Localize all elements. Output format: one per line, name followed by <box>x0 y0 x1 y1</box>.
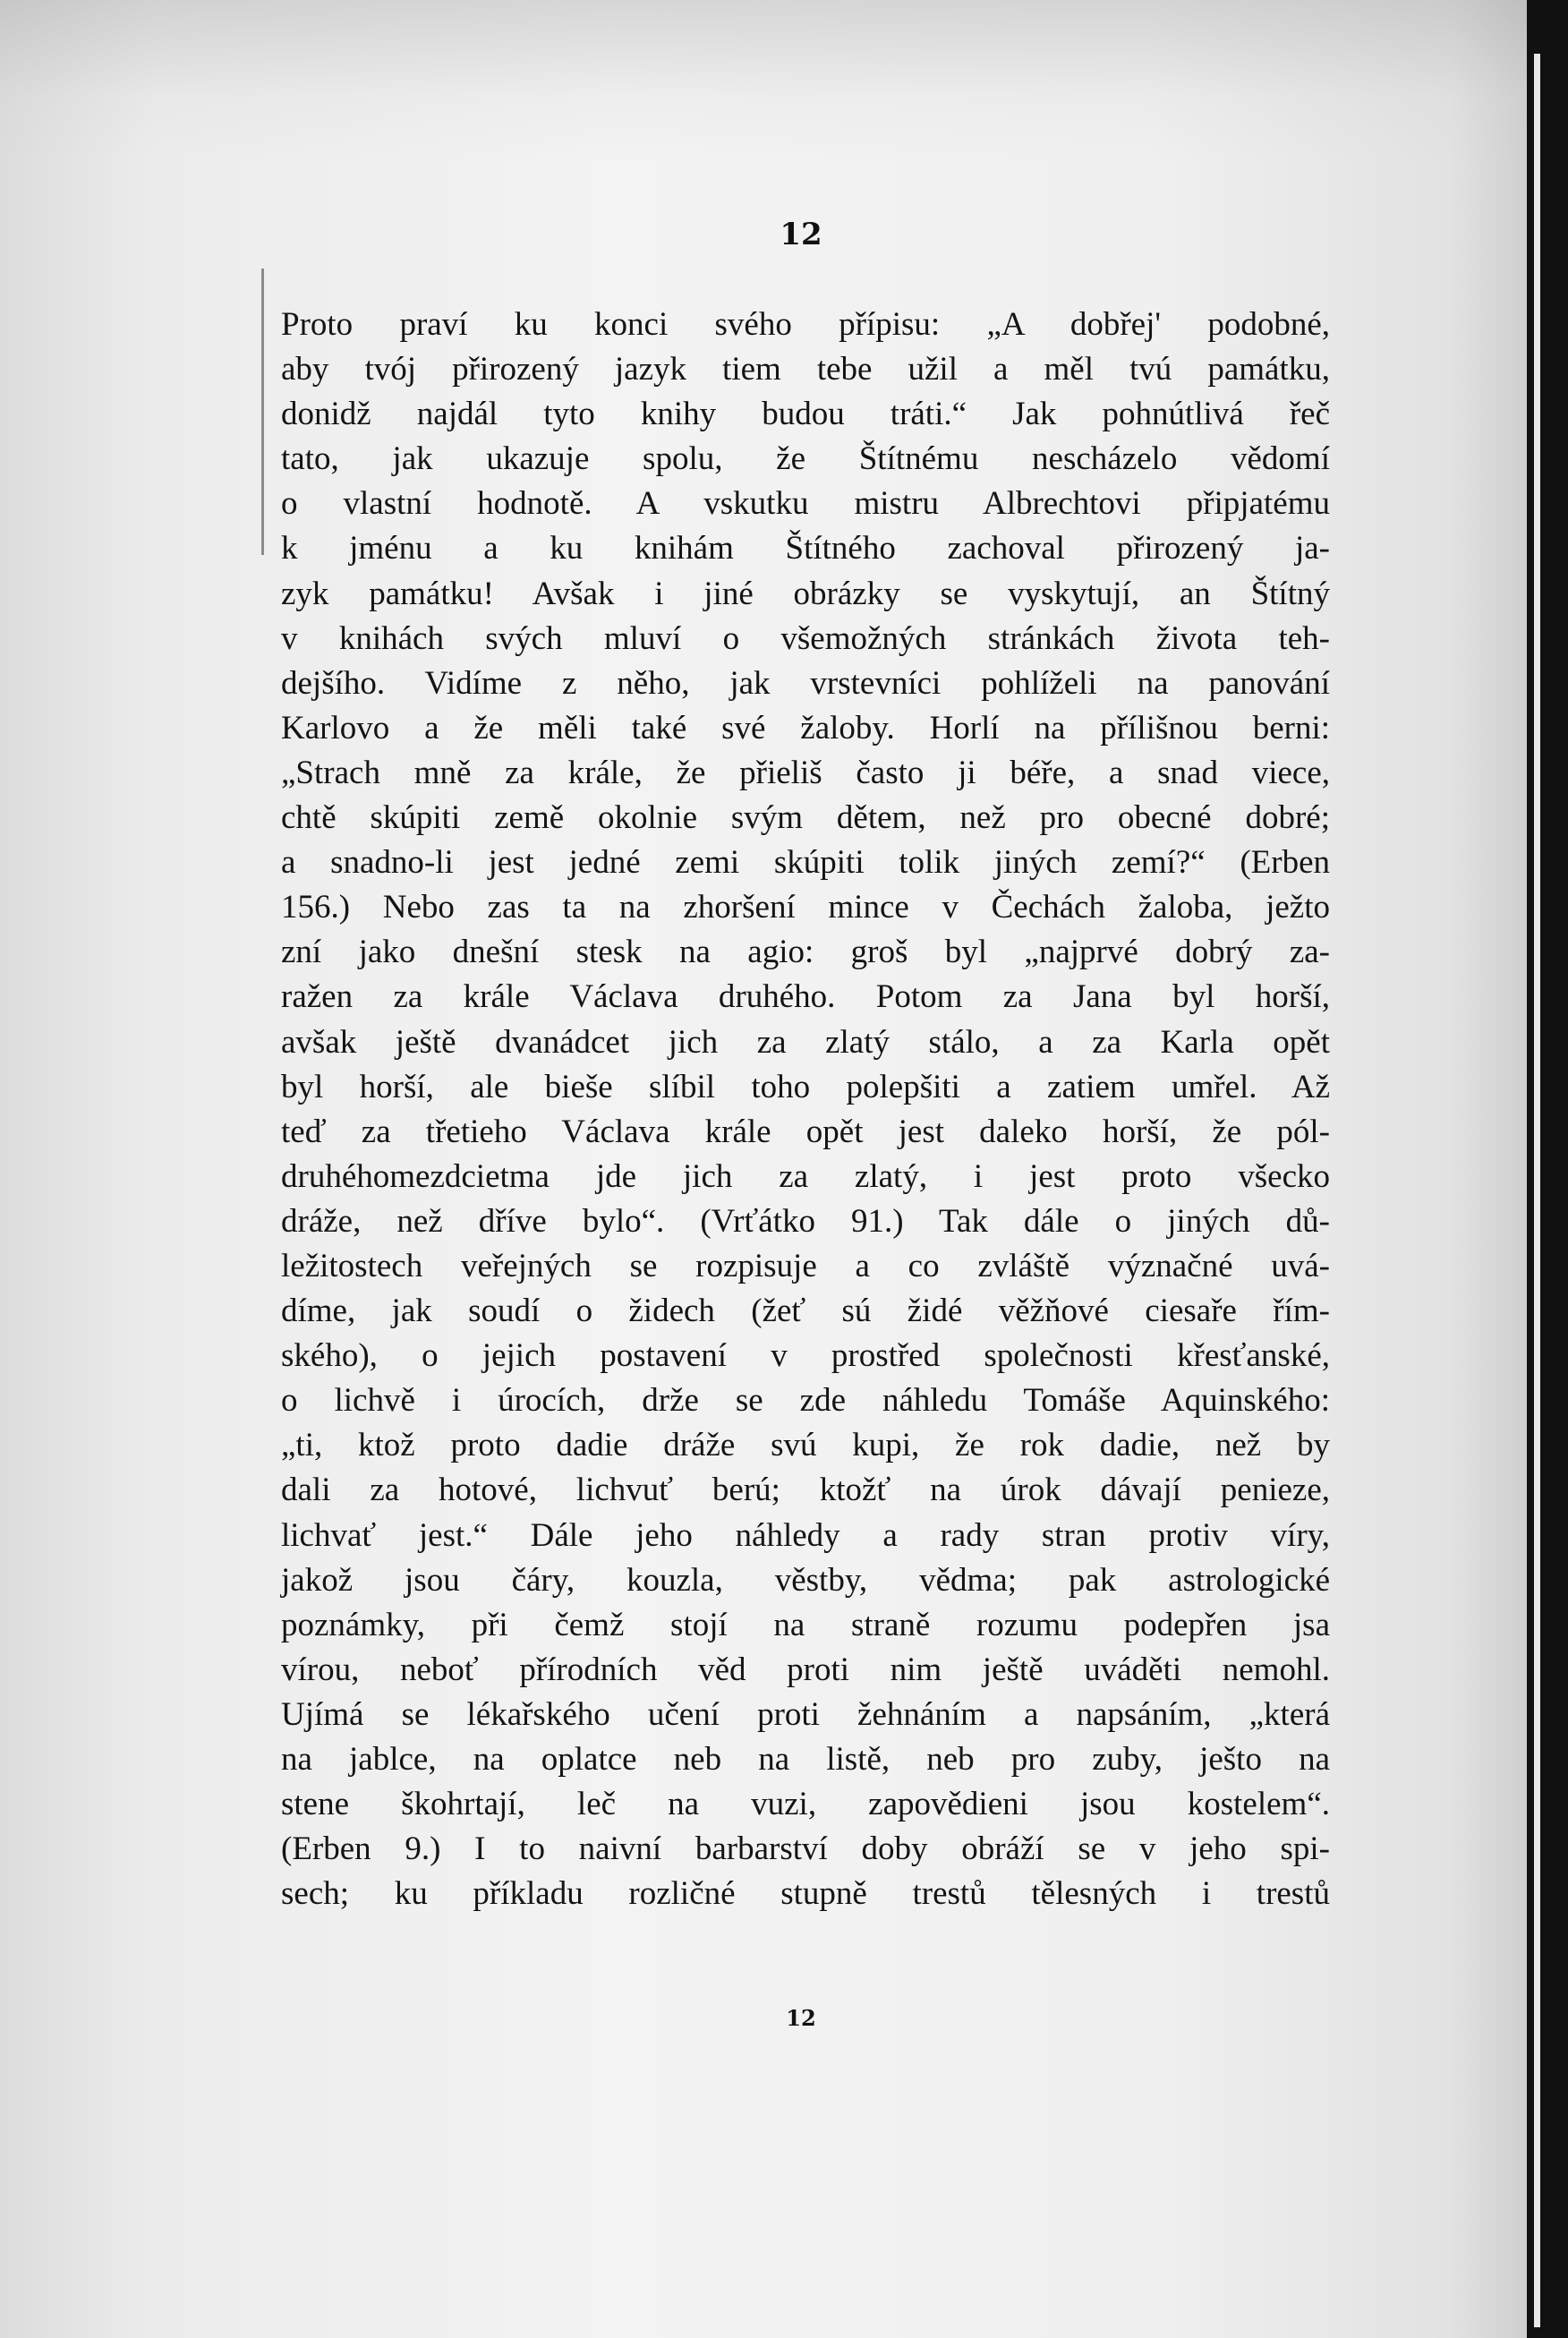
text-line: 156.) Nebo zas ta na zhoršení mince v Čechách žaloba, ježto <box>281 889 1330 926</box>
page-number-bottom: 12 <box>786 2005 816 2031</box>
text-line: dali za hotové, lichvuť berú; ktožť na úrok dávají penieze, <box>281 1472 1330 1509</box>
scan-border-strip <box>1534 54 1540 2327</box>
text-line: avšak ještě dvanádcet jich za zlatý stálo, a za Karla opět <box>281 1023 1330 1061</box>
text-line: zní jako dnešní stesk na agio: groš byl „najprvé dobrý za- <box>281 934 1330 971</box>
text-line: na jablce, na oplatce neb na listě, neb pro zuby, ješto na <box>281 1741 1330 1778</box>
text-line: donidž najdál tyto knihy budou tráti.“ Jak pohnútlivá řeč <box>281 396 1330 433</box>
text-line: poznámky, při čemž stojí na straně rozumu podepřen jsa <box>281 1606 1330 1643</box>
text-line: stene škohrtají, leč na vuzi, zapovědieni jsou kostelem“. <box>281 1786 1330 1823</box>
text-line: druhéhomezdcietma jde jich za zlatý, i jest proto všecko <box>281 1157 1330 1195</box>
scan-border <box>1527 0 1568 2338</box>
text-line: „ti, ktož proto dadie dráže svú kupi, že rok dadie, než by <box>281 1427 1330 1464</box>
text-line: dejšího. Vidíme z něho, jak vrstevníci pohlíželi na panování <box>281 664 1330 702</box>
text-line: k jménu a ku knihám Štítného zachoval přirozený ja- <box>281 530 1330 567</box>
text-line: „Strach mně za krále, že přieliš často ji béře, a snad viece, <box>281 754 1330 791</box>
text-line: o lichvě i úrocích, drže se zde náhledu Tomáše Aquinského: <box>281 1382 1330 1420</box>
margin-mark <box>261 269 264 555</box>
text-line: Karlovo a že měli také své žaloby. Horlí na přílišnou berni: <box>281 709 1330 747</box>
text-line: vírou, neboť přírodních věd proti nim ještě uváděti nemohl. <box>281 1651 1330 1688</box>
text-line: dráže, než dříve bylo“. (Vrťátko 91.) Tak dále o jiných dů- <box>281 1202 1330 1240</box>
text-line: ražen za krále Václava druhého. Potom za Jana byl horší, <box>281 978 1330 1016</box>
text-line: teď za třetieho Václava krále opět jest daleko horší, že pól- <box>281 1113 1330 1150</box>
text-line: Proto praví ku konci svého přípisu: „A dobřej' podobné, <box>281 306 1330 343</box>
text-line: díme, jak soudí o židech (žeť sú židé věžňové ciesaře řím- <box>281 1293 1330 1330</box>
text-line: jakož jsou čáry, kouzla, věstby, vědma; pak astrologické <box>281 1561 1330 1599</box>
text-line: o vlastní hodnotě. A vskutku mistru Albrechtovi připjatému <box>281 485 1330 523</box>
body-text <box>281 303 1330 1916</box>
text-line: lichvať jest.“ Dále jeho náhledy a rady stran protiv víry, <box>281 1516 1330 1554</box>
page-number-top: 12 <box>780 217 822 252</box>
text-line: byl horší, ale bieše slíbil toho polepšiti a zatiem umřel. Až <box>281 1068 1330 1105</box>
text-line: a snadno-li jest jedné zemi skúpiti tolik jiných zemí?“ (Erben <box>281 844 1330 882</box>
text-line: Ujímá se lékařského učení proti žehnáním a napsáním, „která <box>281 1695 1330 1733</box>
text-line: aby tvój přirozený jazyk tiem tebe užil a měl tvú památku, <box>281 351 1330 388</box>
text-line: (Erben 9.) I to naivní barbarství doby obráží se v jeho spi- <box>281 1830 1330 1868</box>
text-line: ského), o jejich postavení v prostřed společnosti křesťanské, <box>281 1337 1330 1375</box>
text-line: v knihách svých mluví o všemožných stránkách života teh- <box>281 619 1330 657</box>
text-line: sech; ku příkladu rozličné stupně trestů tělesných i trestů <box>281 1875 1330 1913</box>
text-line: tato, jak ukazuje spolu, že Štítnému nescházelo vědomí <box>281 440 1330 478</box>
text-line: chtě skúpiti země okolnie svým dětem, než pro obecné dobré; <box>281 799 1330 837</box>
text-line: zyk památku! Avšak i jiné obrázky se vyskytují, an Štítný <box>281 575 1330 612</box>
text-line: ležitostech veřejných se rozpisuje a co zvláště význačné uvá- <box>281 1247 1330 1284</box>
